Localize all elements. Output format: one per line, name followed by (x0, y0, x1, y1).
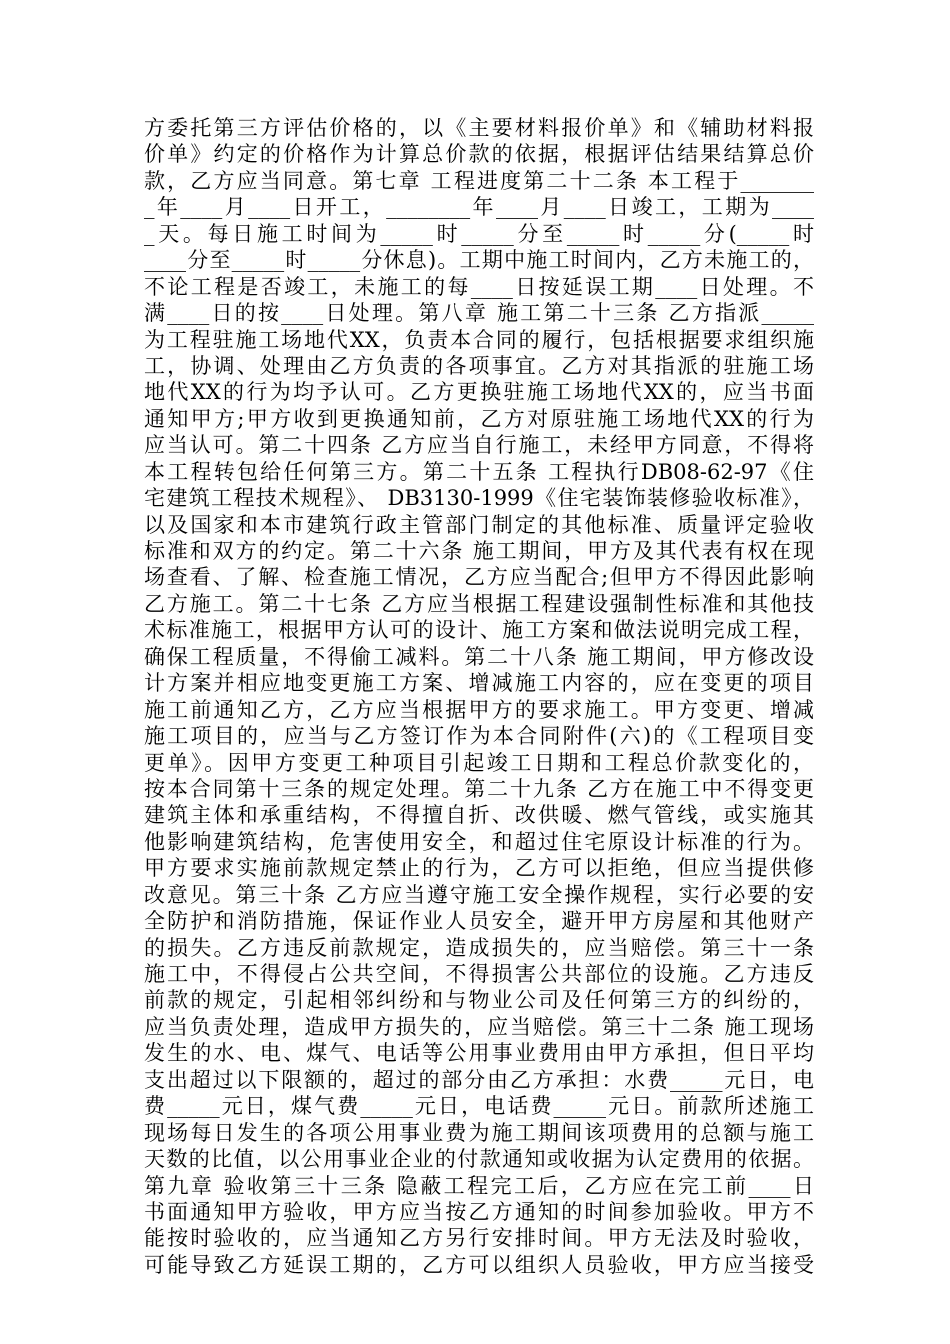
text-line: 应当认可。第二十四条 乙方应当自行施工，未经甲方同意，不得将 (144, 433, 814, 458)
text-line: 应当负责处理，造成甲方损失的，应当赔偿。第三十二条 施工现场 (144, 1014, 814, 1039)
text-line: 工，协调、处理由乙方负责的各项事宜。乙方对其指派的驻施工场 (144, 353, 814, 378)
text-line: 费_____元日，煤气费_____元日，电话费_____元日。前款所述施工 (144, 1094, 814, 1119)
text-line: 施工中，不得侵占公共空间，不得损害公共部位的设施。乙方违反 (144, 962, 814, 986)
text-line: 宅建筑工程技术规程》、 DB3130-1999《住宅装饰装修验收标准》， (144, 486, 814, 511)
text-line: 为工程驻施工场地代XX，负责本合同的履行，包括根据要求组织施 (144, 327, 814, 352)
text-line: 确保工程质量，不得偷工减料。第二十八条 施工期间，甲方修改设 (144, 644, 814, 669)
text-line: 能按时验收的，应当通知乙方另行安排时间。甲方无法及时验收， (144, 1226, 814, 1251)
text-line: 通知甲方;甲方收到更换通知前，乙方对原驻施工场地代XX的行为 (144, 406, 814, 431)
text-line: 支出超过以下限额的，超过的部分由乙方承担：水费_____元日，电 (144, 1067, 814, 1092)
text-line: 施工前通知乙方，乙方应当根据甲方的要求施工。甲方变更、增减 (144, 697, 814, 722)
text-line: 施工项目的，应当与乙方签订作为本合同附件(六)的《工程项目变 (144, 724, 814, 749)
text-line: 全防护和消防措施，保证作业人员安全，避开甲方房屋和其他财产 (144, 909, 814, 934)
text-line: 前款的规定，引起相邻纠纷和与物业公司及任何第三方的纠纷的， (144, 988, 814, 1013)
text-line: 本工程转包给任何第三方。第二十五条 工程执行DB08-62-97《住 (144, 459, 814, 484)
text-line: 满____日的按____日处理。第八章 施工第二十三条 乙方指派_____ (144, 301, 814, 326)
text-line: 的损失。乙方违反前款规定，造成损失的，应当赔偿。第三十一条 (144, 935, 814, 960)
text-line: 计方案并相应地变更施工方案、增减施工内容的，应在变更的项目 (144, 671, 814, 696)
text-line: 乙方施工。第二十七条 乙方应当根据工程建设强制性标准和其他技 (144, 591, 814, 616)
text-line: 改意见。第三十条 乙方应当遵守施工安全操作规程，实行必要的安 (144, 882, 814, 907)
text-line: 标准和双方的约定。第二十六条 施工期间，甲方及其代表有权在现 (144, 539, 814, 563)
text-line: 地代XX的行为均予认可。乙方更换驻施工场地代XX的，应当书面 (144, 380, 814, 405)
text-line: 天数的比值，以公用事业企业的付款通知或收据为认定费用的依据。 (144, 1147, 814, 1172)
text-line: 以及国家和本市建筑行政主管部门制定的其他标准、质量评定验收 (144, 512, 814, 537)
text-line: 他影响建筑结构，危害使用安全，和超过住宅原设计标准的行为。 (144, 829, 814, 854)
text-line: 更单》。因甲方变更工种项目引起竣工日期和工程总价款变化的， (144, 750, 814, 775)
text-line: 建筑主体和承重结构，不得擅自折、改供暖、燃气管线，或实施其 (144, 803, 814, 828)
text-line: _年____月____日开工，________年____月____日竣工，工期为____ (144, 195, 814, 220)
contract-body-text (144, 115, 814, 1278)
text-line: 可能导致乙方延误工期的，乙方可以组织人员验收，甲方应当接受 (144, 1252, 814, 1277)
text-line: 术标准施工，根据甲方认可的设计、施工方案和做法说明完成工程， (144, 618, 814, 643)
text-line: 现场每日发生的各项公用事业费为施工期间该项费用的总额与施工 (144, 1120, 814, 1145)
text-line: 价单》约定的价格作为计算总价款的依据，根据评估结果结算总价 (144, 142, 814, 167)
text-line: _天。每日施工时间为_____时_____分至_____时_____分(_____时 (144, 221, 814, 246)
text-line: 按本合同第十三条的规定处理。第二十九条 乙方在施工中不得变更 (144, 776, 814, 801)
text-line: 发生的水、电、煤气、电话等公用事业费用由甲方承担，但日平均 (144, 1041, 814, 1066)
text-line: 书面通知甲方验收，甲方应当按乙方通知的时间参加验收。甲方不 (144, 1199, 814, 1224)
text-line: 甲方要求实施前款规定禁止的行为，乙方可以拒绝，但应当提供修 (144, 856, 814, 881)
text-line: 第九章 验收第三十三条 隐蔽工程完工后，乙方应在完工前____日 (144, 1173, 814, 1198)
text-line: 方委托第三方评估价格的，以《主要材料报价单》和《辅助材料报 (144, 116, 814, 140)
text-line: ____分至_____时_____分休息)。工期中施工时间内，乙方未施工的， (144, 248, 814, 273)
text-line: 不论工程是否竣工，未施工的每____日按延误工期____日处理。不 (144, 274, 814, 299)
text-line: 场查看、了解、检查施工情况，乙方应当配合;但甲方不得因此影响 (144, 565, 814, 590)
text-line: 款，乙方应当同意。第七章 工程进度第二十二条 本工程于_______ (144, 168, 814, 193)
